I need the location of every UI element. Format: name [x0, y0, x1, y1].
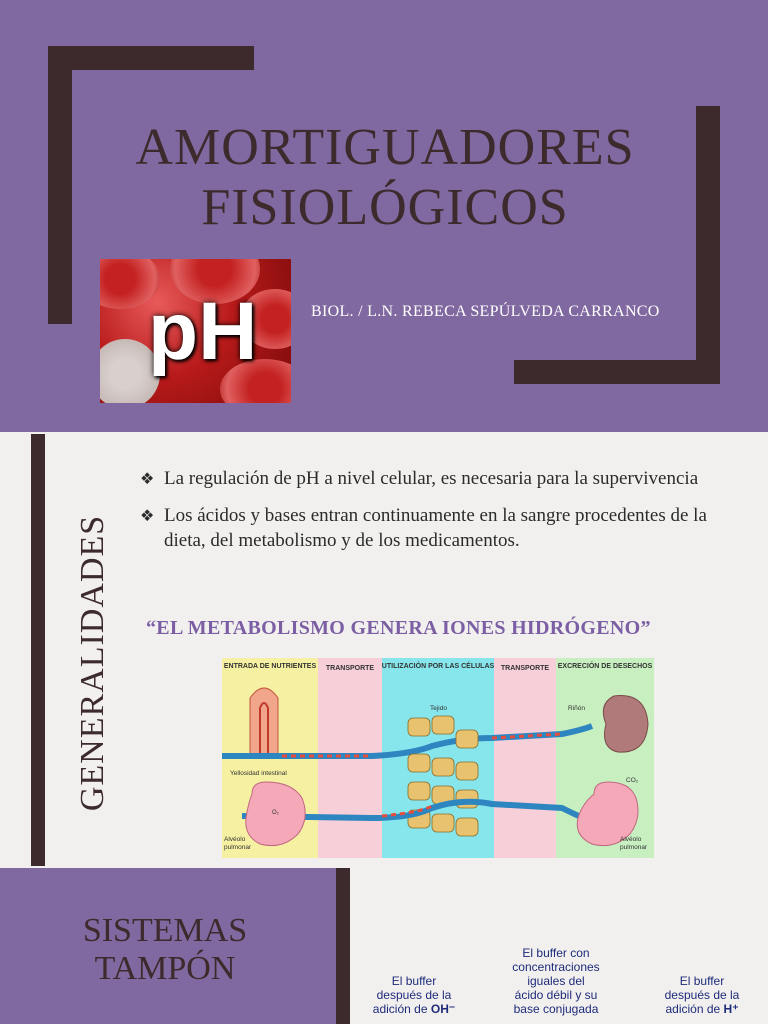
kidney-shape — [603, 696, 648, 753]
buffer-after-h — [652, 974, 752, 1016]
title-slide — [0, 0, 768, 432]
col-header-2: TRANSPORTE — [325, 665, 375, 672]
co2-label: CO₂ — [626, 777, 639, 784]
buffer-equal-concentrations — [500, 946, 612, 1016]
rinon-label: Riñón — [568, 705, 585, 712]
author-name: BIOL. / L.N. REBECA SEPÚLVEDA CARRANCO — [311, 303, 660, 320]
buffer-center-line: base conjugada — [513, 1002, 599, 1016]
title-line-2: TAMPÓN — [94, 950, 236, 987]
buffer-left-prefix: adición de — [372, 1002, 428, 1016]
bracket-bottom-right-vertical — [696, 106, 720, 384]
buffer-center-line: concentraciones — [512, 960, 600, 974]
col-header-1: ENTRADA DE NUTRIENTES — [223, 663, 317, 670]
col-header-4: TRANSPORTE — [500, 665, 550, 672]
title-line-1: SISTEMAS — [82, 912, 248, 949]
presentation-title-text: AMORTIGUADORES FISIOLÓGICOS — [135, 119, 635, 236]
bracket-top-left-vertical — [48, 46, 72, 324]
buffer-after-oh — [364, 974, 464, 1016]
alveolo-right-label-1: Alvéolo — [620, 836, 642, 843]
alveolo-left-label-1: Alvéolo — [224, 836, 246, 843]
side-divider-bar — [31, 434, 45, 866]
ph-label: pH — [148, 286, 258, 377]
diamond-bullet-icon: ❖ — [140, 469, 155, 488]
alveolo-right-label-2: pulmonar — [620, 844, 648, 851]
metabolism-quote: “EL METABOLISMO GENERA IONES HIDRÓGENO” — [146, 617, 651, 639]
column-transport-2 — [494, 658, 556, 858]
villus-label: Yellosidad intestinal — [230, 770, 287, 777]
presentation-title — [120, 118, 650, 238]
generalidades-slide — [0, 432, 768, 868]
bracket-bottom-right-horizontal — [514, 360, 720, 384]
bullet-list — [140, 466, 740, 565]
buffer-right-line — [652, 1002, 752, 1016]
panel-divider-bar — [336, 868, 350, 1024]
buffer-left-line — [364, 1002, 464, 1016]
bullet-text: Los ácidos y bases entran continuamente en la sangre procedentes de la dieta, del metabolismo y de los medicamentos. — [164, 505, 707, 551]
o2-label: O₂ — [272, 810, 279, 816]
metabolism-diagram — [222, 658, 654, 858]
bracket-top-left-horizontal — [48, 46, 254, 70]
intestinal-villus — [250, 688, 278, 758]
ph-blood-cells-image — [100, 259, 291, 403]
buffer-center-line: ácido débil y su — [514, 988, 598, 1002]
diamond-bullet-icon: ❖ — [140, 506, 155, 525]
buffer-right-line: El buffer — [679, 974, 725, 988]
col-header-5: EXCRECIÓN DE DESECHOS — [557, 663, 653, 670]
buffer-left-line: El buffer — [391, 974, 437, 988]
bullet-item — [140, 503, 740, 553]
bullet-text: La regulación de pH a nivel celular, es necesaria para la supervivencia — [164, 468, 699, 489]
bullet-item — [140, 466, 740, 491]
side-title — [58, 514, 128, 812]
buffer-right-line: después de la — [664, 988, 740, 1002]
buffer-left-line: después de la — [376, 988, 452, 1002]
buffer-center-line: El buffer con — [522, 946, 590, 960]
buffer-center-line: iguales del — [527, 974, 585, 988]
title-panel — [0, 868, 336, 1024]
buffer-right-prefix: adición de — [665, 1002, 721, 1016]
side-title-text: GENERALIDADES — [74, 514, 111, 812]
h-ion: H⁺ — [723, 1002, 739, 1016]
sistemas-tampon-slide — [0, 868, 768, 1024]
tejido-label: Tejido — [430, 705, 447, 712]
sistemas-tampon-title — [30, 912, 300, 988]
alveolo-left-label-2: pulmonar — [224, 844, 252, 851]
col-header-3: UTILIZACIÓN POR LAS CÉLULAS — [381, 663, 495, 670]
oh-ion: OH⁻ — [430, 1002, 456, 1016]
